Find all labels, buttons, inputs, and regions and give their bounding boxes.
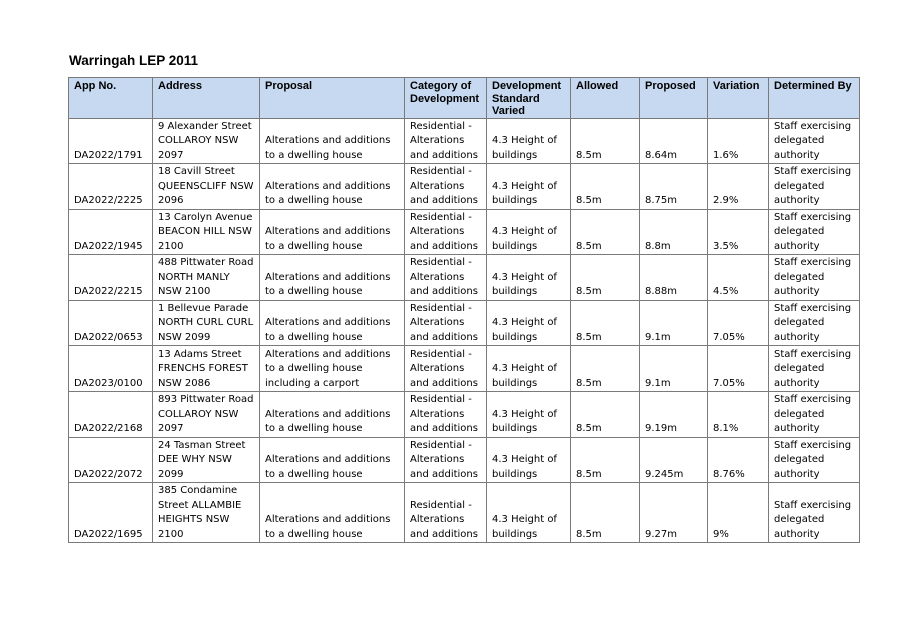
cell-address-text: 18 Cavill Street QUEENSCLIFF NSW 2096 bbox=[158, 166, 254, 207]
table-row bbox=[69, 346, 860, 392]
cell-address-text: 488 Pittwater Road NORTH MANLY NSW 2100 bbox=[158, 257, 254, 298]
cell-determined-by-text: Staff exercising delegated authority bbox=[774, 120, 852, 161]
cell-variation bbox=[708, 483, 769, 543]
cell-variation-text: 4.5% bbox=[713, 286, 739, 298]
cell-allowed-text: 8.5m bbox=[576, 286, 602, 298]
cell-allowed bbox=[571, 209, 640, 255]
cell-address bbox=[153, 300, 260, 346]
cell-proposed bbox=[640, 392, 708, 438]
cell-variation bbox=[708, 118, 769, 164]
cell-variation bbox=[708, 300, 769, 346]
column-header-proposal: Proposal bbox=[260, 78, 405, 119]
cell-allowed-text: 8.5m bbox=[576, 195, 602, 207]
cell-variation-text: 8.1% bbox=[713, 423, 739, 435]
cell-standard-text: 4.3 Height of buildings bbox=[492, 271, 557, 298]
cell-standard-text: 4.3 Height of buildings bbox=[492, 180, 557, 207]
cell-proposal-text: Alterations and additions to a dwelling house bbox=[265, 408, 391, 435]
cell-category bbox=[405, 118, 487, 164]
table-header-row bbox=[69, 78, 860, 119]
cell-allowed bbox=[571, 164, 640, 210]
column-header-variation: Variation bbox=[708, 78, 769, 119]
cell-address-text: 385 Condamine Street ALLAMBIE HEIGHTS NSW 2100 bbox=[158, 485, 242, 540]
table-row bbox=[69, 437, 860, 483]
column-header-proposed: Proposed bbox=[640, 78, 708, 119]
column-header-allowed: Allowed bbox=[571, 78, 640, 119]
cell-variation bbox=[708, 346, 769, 392]
cell-proposal-text: Alterations and additions to a dwelling house bbox=[265, 454, 391, 480]
cell-determined-by-text: Staff exercising delegated authority bbox=[774, 348, 852, 389]
cell-app-no bbox=[69, 209, 153, 255]
cell-allowed bbox=[571, 300, 640, 346]
table-row bbox=[69, 392, 860, 438]
cell-app-no-text: DA2022/1945 bbox=[74, 240, 143, 252]
cell-variation-text: 1.6% bbox=[713, 149, 739, 161]
table-row bbox=[69, 209, 860, 255]
cell-proposal-text: Alterations and additions to a dwelling house bbox=[265, 514, 391, 540]
cell-proposal bbox=[260, 300, 405, 346]
table-body bbox=[69, 118, 860, 543]
cell-address bbox=[153, 346, 260, 392]
cell-standard-text: 4.3 Height of buildings bbox=[492, 135, 557, 161]
cell-determined-by-text: Staff exercising delegated authority bbox=[774, 302, 852, 343]
cell-app-no bbox=[69, 255, 153, 301]
cell-app-no bbox=[69, 392, 153, 438]
cell-proposal bbox=[260, 483, 405, 543]
cell-app-no bbox=[69, 346, 153, 392]
cell-proposal-text: Alterations and additions to a dwelling house bbox=[265, 317, 391, 343]
cell-standard-text: 4.3 Height of buildings bbox=[492, 454, 557, 480]
cell-standard bbox=[487, 209, 571, 255]
cell-variation bbox=[708, 209, 769, 255]
cell-allowed-text: 8.5m bbox=[576, 423, 602, 435]
cell-proposal bbox=[260, 346, 405, 392]
cell-category bbox=[405, 346, 487, 392]
cell-variation-text: 3.5% bbox=[713, 240, 739, 252]
cell-proposed-text: 9.19m bbox=[645, 423, 678, 435]
cell-proposal-text: Alterations and additions to a dwelling house bbox=[265, 135, 391, 161]
cell-category-text: Residential - Alterations and additions bbox=[410, 302, 478, 343]
cell-allowed bbox=[571, 255, 640, 301]
cell-app-no-text: DA2022/2215 bbox=[74, 286, 143, 298]
cell-proposal bbox=[260, 164, 405, 210]
cell-standard bbox=[487, 164, 571, 210]
cell-category bbox=[405, 255, 487, 301]
column-header-category: Category of Development bbox=[405, 78, 487, 119]
cell-proposal bbox=[260, 255, 405, 301]
cell-standard bbox=[487, 483, 571, 543]
cell-allowed bbox=[571, 392, 640, 438]
cell-proposed bbox=[640, 164, 708, 210]
cell-address bbox=[153, 118, 260, 164]
cell-app-no bbox=[69, 300, 153, 346]
cell-variation bbox=[708, 164, 769, 210]
cell-standard bbox=[487, 346, 571, 392]
cell-allowed-text: 8.5m bbox=[576, 468, 602, 480]
cell-proposal bbox=[260, 437, 405, 483]
cell-standard-text: 4.3 Height of buildings bbox=[492, 363, 557, 389]
cell-app-no bbox=[69, 483, 153, 543]
cell-address bbox=[153, 483, 260, 543]
cell-category-text: Residential - Alterations and additions bbox=[410, 211, 478, 252]
cell-variation-text: 2.9% bbox=[713, 195, 739, 207]
cell-address bbox=[153, 209, 260, 255]
cell-proposal-text: Alterations and additions to a dwelling house bbox=[265, 226, 391, 252]
cell-address-text: 893 Pittwater Road COLLAROY NSW 2097 bbox=[158, 394, 254, 435]
cell-proposed bbox=[640, 209, 708, 255]
cell-allowed-text: 8.5m bbox=[576, 240, 602, 252]
cell-address bbox=[153, 437, 260, 483]
cell-app-no bbox=[69, 118, 153, 164]
table-row bbox=[69, 300, 860, 346]
cell-category-text: Residential - Alterations and additions bbox=[410, 348, 478, 389]
cell-app-no-text: DA2022/1695 bbox=[74, 528, 143, 540]
cell-category bbox=[405, 164, 487, 210]
cell-proposed-text: 8.64m bbox=[645, 149, 678, 161]
cell-allowed-text: 8.5m bbox=[576, 149, 602, 161]
cell-address-text: 1 Bellevue Parade NORTH CURL CURL NSW 2099 bbox=[158, 302, 254, 343]
cell-determined-by-text: Staff exercising delegated authority bbox=[774, 439, 852, 480]
cell-proposal-text: Alterations and additions to a dwelling house including a carport bbox=[265, 348, 391, 389]
cell-determined-by-text: Staff exercising delegated authority bbox=[774, 257, 852, 298]
table-row bbox=[69, 255, 860, 301]
cell-standard bbox=[487, 437, 571, 483]
cell-app-no-text: DA2022/1791 bbox=[74, 149, 143, 161]
cell-app-no-text: DA2022/2168 bbox=[74, 423, 143, 435]
cell-determined-by-text: Staff exercising delegated authority bbox=[774, 394, 852, 435]
cell-app-no-text: DA2022/0653 bbox=[74, 331, 143, 343]
column-header-app-no: App No. bbox=[69, 78, 153, 119]
cell-proposed-text: 8.88m bbox=[645, 286, 678, 298]
cell-proposed bbox=[640, 118, 708, 164]
cell-proposed bbox=[640, 300, 708, 346]
cell-standard bbox=[487, 392, 571, 438]
cell-variation bbox=[708, 437, 769, 483]
cell-determined-by bbox=[769, 483, 860, 543]
cell-proposed-text: 9.27m bbox=[645, 528, 678, 540]
cell-variation-text: 8.76% bbox=[713, 468, 745, 480]
cell-proposal-text: Alterations and additions to a dwelling house bbox=[265, 271, 391, 298]
cell-determined-by bbox=[769, 118, 860, 164]
cell-category bbox=[405, 392, 487, 438]
cell-proposed bbox=[640, 437, 708, 483]
cell-category-text: Residential - Alterations and additions bbox=[410, 166, 478, 207]
column-header-standard: Development Standard Varied bbox=[487, 78, 571, 119]
cell-standard-text: 4.3 Height of buildings bbox=[492, 408, 557, 435]
cell-proposed-text: 9.245m bbox=[645, 468, 684, 480]
cell-app-no-text: DA2022/2225 bbox=[74, 195, 143, 207]
cell-variation bbox=[708, 392, 769, 438]
cell-allowed-text: 8.5m bbox=[576, 331, 602, 343]
cell-proposed bbox=[640, 346, 708, 392]
cell-standard-text: 4.3 Height of buildings bbox=[492, 317, 557, 343]
cell-address-text: 9 Alexander Street COLLAROY NSW 2097 bbox=[158, 120, 252, 161]
cell-determined-by bbox=[769, 346, 860, 392]
cell-address-text: 13 Carolyn Avenue BEACON HILL NSW 2100 bbox=[158, 211, 253, 252]
cell-proposal bbox=[260, 392, 405, 438]
cell-allowed bbox=[571, 437, 640, 483]
cell-address bbox=[153, 164, 260, 210]
cell-determined-by bbox=[769, 255, 860, 301]
cell-category-text: Residential - Alterations and additions bbox=[410, 499, 478, 540]
cell-determined-by bbox=[769, 209, 860, 255]
cell-category bbox=[405, 437, 487, 483]
cell-proposed bbox=[640, 483, 708, 543]
cell-allowed bbox=[571, 346, 640, 392]
cell-determined-by-text: Staff exercising delegated authority bbox=[774, 499, 852, 540]
cell-determined-by-text: Staff exercising delegated authority bbox=[774, 211, 852, 252]
cell-category bbox=[405, 209, 487, 255]
cell-address-text: 24 Tasman Street DEE WHY NSW 2099 bbox=[158, 439, 246, 480]
cell-standard bbox=[487, 255, 571, 301]
cell-category-text: Residential - Alterations and additions bbox=[410, 394, 478, 435]
cell-proposed-text: 8.75m bbox=[645, 195, 678, 207]
table-row bbox=[69, 483, 860, 543]
page-title: Warringah LEP 2011 bbox=[69, 53, 199, 68]
cell-category-text: Residential - Alterations and additions bbox=[410, 120, 478, 161]
cell-app-no-text: DA2023/0100 bbox=[74, 377, 143, 389]
cell-category bbox=[405, 483, 487, 543]
column-header-determined-by: Determined By bbox=[769, 78, 860, 119]
cell-allowed bbox=[571, 483, 640, 543]
cell-determined-by bbox=[769, 164, 860, 210]
cell-proposal bbox=[260, 118, 405, 164]
cell-determined-by bbox=[769, 437, 860, 483]
cell-standard-text: 4.3 Height of buildings bbox=[492, 514, 557, 540]
cell-determined-by bbox=[769, 300, 860, 346]
variations-table bbox=[68, 77, 860, 543]
cell-determined-by bbox=[769, 392, 860, 438]
cell-app-no-text: DA2022/2072 bbox=[74, 468, 143, 480]
cell-address-text: 13 Adams Street FRENCHS FOREST NSW 2086 bbox=[158, 348, 248, 389]
cell-category bbox=[405, 300, 487, 346]
cell-proposal bbox=[260, 209, 405, 255]
cell-allowed-text: 8.5m bbox=[576, 528, 602, 540]
cell-standard bbox=[487, 300, 571, 346]
column-header-address: Address bbox=[153, 78, 260, 119]
table-row bbox=[69, 118, 860, 164]
cell-variation bbox=[708, 255, 769, 301]
cell-category-text: Residential - Alterations and additions bbox=[410, 439, 478, 480]
cell-standard-text: 4.3 Height of buildings bbox=[492, 226, 557, 252]
cell-variation-text: 7.05% bbox=[713, 377, 745, 389]
cell-variation-text: 9% bbox=[713, 528, 729, 540]
cell-allowed-text: 8.5m bbox=[576, 377, 602, 389]
cell-app-no bbox=[69, 164, 153, 210]
cell-address bbox=[153, 392, 260, 438]
cell-allowed bbox=[571, 118, 640, 164]
cell-proposed-text: 9.1m bbox=[645, 377, 671, 389]
cell-proposed-text: 8.8m bbox=[645, 240, 671, 252]
cell-proposal-text: Alterations and additions to a dwelling house bbox=[265, 180, 391, 207]
cell-proposed bbox=[640, 255, 708, 301]
cell-standard bbox=[487, 118, 571, 164]
cell-determined-by-text: Staff exercising delegated authority bbox=[774, 166, 852, 207]
cell-category-text: Residential - Alterations and additions bbox=[410, 257, 478, 298]
cell-app-no bbox=[69, 437, 153, 483]
table-row bbox=[69, 164, 860, 210]
cell-proposed-text: 9.1m bbox=[645, 331, 671, 343]
cell-address bbox=[153, 255, 260, 301]
cell-variation-text: 7.05% bbox=[713, 331, 745, 343]
